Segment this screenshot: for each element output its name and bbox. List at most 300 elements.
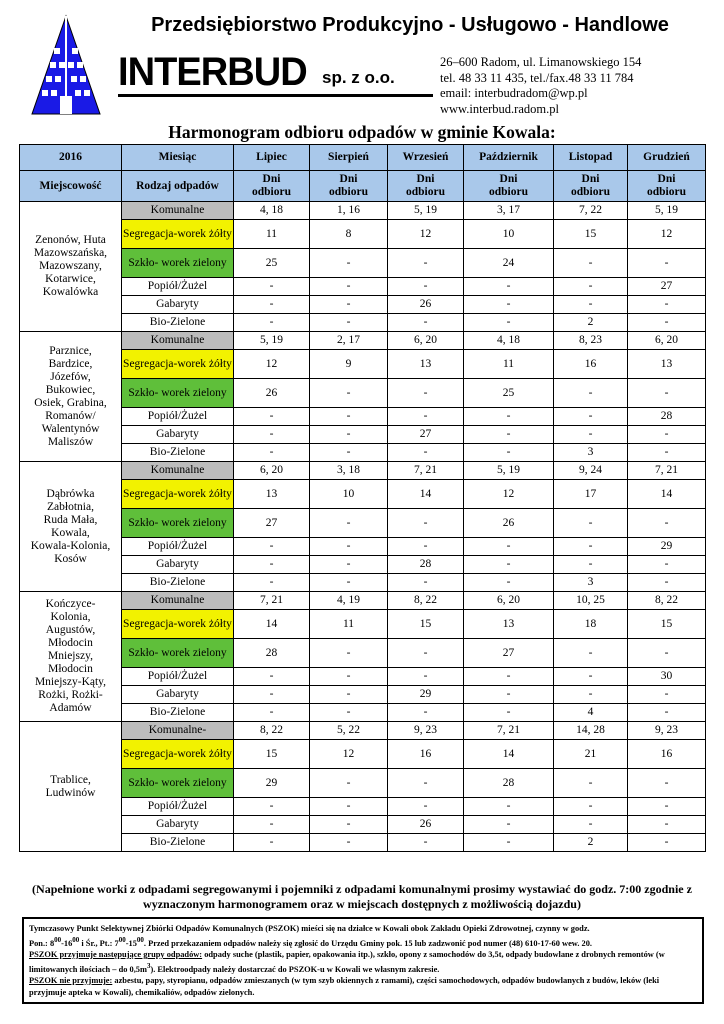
pickup-days-cell: 11 [234, 220, 310, 249]
pickup-days-cell: - [554, 379, 628, 408]
pickup-days-cell: - [310, 379, 388, 408]
pickup-days-cell: 8, 23 [554, 332, 628, 350]
schedule-row [20, 834, 706, 852]
location-line: Kowala, [51, 526, 90, 539]
pickup-days-cell: 25 [464, 379, 554, 408]
pickup-days-cell: 17 [554, 480, 628, 509]
pickup-days-cell: - [628, 509, 706, 538]
location-line: Romanów/ [45, 409, 96, 422]
schedule-row [20, 722, 706, 740]
waste-type-cell: Komunalne [122, 332, 234, 350]
pickup-days-cell: 3 [554, 444, 628, 462]
pickup-days-cell: - [310, 816, 388, 834]
pickup-days-cell: - [310, 769, 388, 798]
pickup-days-cell: - [554, 686, 628, 704]
month-header-cell: Listopad [554, 145, 628, 171]
pickup-days-cell: - [464, 278, 554, 296]
pickup-days-cell: 1, 16 [310, 202, 388, 220]
schedule-row [20, 668, 706, 686]
pickup-days-cell: - [234, 426, 310, 444]
pickup-days-cell: 5, 19 [628, 202, 706, 220]
waste-type-cell: Popiół/Żużel [122, 668, 234, 686]
location-line: Mazowszany, [39, 260, 102, 272]
pickup-days-cell: - [628, 834, 706, 852]
waste-type-cell: Bio-Zielone [122, 834, 234, 852]
waste-type-cell: Popiół/Żużel [122, 278, 234, 296]
pickup-days-cell: - [310, 639, 388, 668]
pickup-days-cell: - [628, 798, 706, 816]
pickup-days-cell: 9, 23 [388, 722, 464, 740]
schedule-row [20, 538, 706, 556]
location-line: Trablice, [50, 773, 91, 786]
pickup-days-cell: 7, 21 [464, 722, 554, 740]
waste-type-cell: Komunalne [122, 202, 234, 220]
schedule-row [20, 314, 706, 332]
pickup-days-cell: 12 [388, 220, 464, 249]
location-line: Józefów, [50, 370, 91, 383]
pickup-days-cell: 4, 18 [464, 332, 554, 350]
pickup-days-cell: - [234, 278, 310, 296]
schedule-row [20, 350, 706, 379]
location-line: Młodocin [48, 637, 93, 649]
schedule-row [20, 426, 706, 444]
pickup-days-cell: 28 [388, 556, 464, 574]
pickup-days-cell: - [234, 444, 310, 462]
days-header-cell: Dni odbioru [628, 171, 706, 202]
schedule-row [20, 278, 706, 296]
location-line: Zenonów, Huta [35, 234, 106, 246]
location-line: Parznice, [49, 344, 92, 357]
schedule-row [20, 379, 706, 408]
pszok-not-accepted-text: PSZOK nie przyjmuje: azbestu, papy, styropianu, odpadów zmieszanych (w tym szyb okiennych z ramami), części samochodowych, odpadów budowlanych z budów, leków (leki przyjmuje apteka w Kowali), chemikaliów, odpadów zielonych. [29, 975, 660, 997]
pickup-days-cell: - [310, 408, 388, 426]
pickup-days-cell: 9, 24 [554, 462, 628, 480]
pickup-days-cell: 13 [628, 350, 706, 379]
location-line: Adamów [49, 702, 92, 714]
pickup-days-cell: 15 [388, 610, 464, 639]
location-cell [20, 332, 122, 462]
pickup-days-cell: 26 [388, 816, 464, 834]
pickup-days-cell: 24 [464, 249, 554, 278]
location-cell [20, 462, 122, 592]
pickup-days-cell: - [464, 426, 554, 444]
pickup-days-cell: 12 [464, 480, 554, 509]
pickup-days-cell: 28 [234, 639, 310, 668]
days-header-cell: Dni odbioru [464, 171, 554, 202]
location-line: Kończyce- [45, 598, 96, 610]
pickup-days-cell: - [554, 278, 628, 296]
pickup-days-cell: 6, 20 [388, 332, 464, 350]
contact-block [440, 55, 641, 117]
pickup-days-cell: 14 [628, 480, 706, 509]
pickup-days-cell: - [628, 769, 706, 798]
pickup-days-cell: - [388, 574, 464, 592]
pickup-days-cell: 3, 17 [464, 202, 554, 220]
waste-type-cell: Komunalne [122, 592, 234, 610]
schedule-row [20, 704, 706, 722]
pickup-days-cell: 15 [554, 220, 628, 249]
pickup-days-cell: - [464, 314, 554, 332]
schedule-row [20, 556, 706, 574]
waste-type-cell: Szkło- worek zielony [122, 249, 234, 278]
pickup-days-cell: - [464, 668, 554, 686]
waste-type-cell: Komunalne [122, 462, 234, 480]
waste-type-cell: Szkło- worek zielony [122, 379, 234, 408]
pickup-days-cell: 7, 21 [628, 462, 706, 480]
pickup-days-cell: - [388, 668, 464, 686]
pickup-days-cell: - [310, 556, 388, 574]
pickup-days-cell: - [310, 538, 388, 556]
pickup-days-cell: 2 [554, 834, 628, 852]
pickup-days-cell: - [388, 509, 464, 538]
location-line: Bukowiec, [45, 383, 96, 396]
pickup-days-cell: 14 [234, 610, 310, 639]
days-header-cell: Dni odbioru [388, 171, 464, 202]
pickup-days-cell: 14 [464, 740, 554, 769]
location-line: Rożki, Rożki- [38, 689, 103, 701]
pickup-days-cell: 7, 22 [554, 202, 628, 220]
pickup-days-cell: 27 [628, 278, 706, 296]
waste-type-cell: Gabaryty [122, 426, 234, 444]
waste-type-cell: Komunalne- [122, 722, 234, 740]
waste-type-cell: Popiół/Żużel [122, 538, 234, 556]
pickup-days-cell: 3, 18 [310, 462, 388, 480]
pickup-days-cell: - [310, 704, 388, 722]
waste-type-cell: Segregacja-worek żółty [122, 350, 234, 379]
schedule-row [20, 462, 706, 480]
location-cell [20, 202, 122, 332]
year-cell: 2016 [20, 145, 122, 171]
pickup-days-cell: 7, 21 [388, 462, 464, 480]
location-line: Dąbrówka [46, 487, 95, 500]
schedule-row [20, 639, 706, 668]
location-line: Mniejszy-Kąty, [34, 676, 107, 688]
pickup-days-cell: 14, 28 [554, 722, 628, 740]
pickup-days-cell: 27 [234, 509, 310, 538]
pickup-days-cell: 7, 21 [234, 592, 310, 610]
pickup-days-cell: - [310, 686, 388, 704]
pickup-days-cell: - [388, 278, 464, 296]
pickup-days-cell: - [388, 444, 464, 462]
pickup-days-cell: - [310, 314, 388, 332]
waste-type-cell: Gabaryty [122, 556, 234, 574]
location-header: Miejscowość [20, 171, 122, 202]
pickup-days-cell: 18 [554, 610, 628, 639]
pickup-days-cell: - [554, 769, 628, 798]
pickup-days-cell: - [628, 444, 706, 462]
contact-address: 26–600 Radom, ul. Limanowskiego 154 [440, 55, 642, 69]
pickup-days-cell: - [628, 249, 706, 278]
location-line: Augustów, [45, 624, 96, 636]
pickup-days-cell: - [234, 816, 310, 834]
month-header-cell: Grudzień [628, 145, 706, 171]
pickup-days-cell: 2 [554, 314, 628, 332]
contact-website[interactable]: www.interbud.radom.pl [440, 101, 559, 116]
schedule-row [20, 249, 706, 278]
location-line: Mniejszy, [48, 650, 93, 662]
schedule-row [20, 798, 706, 816]
pickup-days-cell: - [554, 556, 628, 574]
pickup-days-cell: - [554, 509, 628, 538]
pickup-days-cell: - [310, 444, 388, 462]
pickup-days-cell: - [310, 668, 388, 686]
pickup-days-cell: 21 [554, 740, 628, 769]
pickup-days-cell: 15 [628, 610, 706, 639]
pickup-days-cell: - [628, 379, 706, 408]
pickup-days-cell: - [628, 426, 706, 444]
pickup-days-cell: - [234, 686, 310, 704]
pickup-days-cell: - [234, 834, 310, 852]
pickup-days-cell: - [464, 834, 554, 852]
location-cell [20, 592, 122, 722]
company-logo [30, 14, 102, 116]
pickup-days-cell: - [464, 538, 554, 556]
pickup-days-cell: 8 [310, 220, 388, 249]
pickup-days-cell: 12 [310, 740, 388, 769]
pickup-days-cell: - [554, 296, 628, 314]
schedule-row [20, 296, 706, 314]
pickup-days-cell: - [628, 314, 706, 332]
waste-type-cell: Segregacja-worek żółty [122, 220, 234, 249]
pickup-days-cell: - [310, 834, 388, 852]
pickup-days-cell: - [388, 314, 464, 332]
pickup-days-cell: 5, 22 [310, 722, 388, 740]
location-line: Kotarwice, [45, 273, 96, 285]
waste-type-cell: Segregacja-worek żółty [122, 480, 234, 509]
schedule-row [20, 574, 706, 592]
pickup-days-cell: 2, 17 [310, 332, 388, 350]
location-line: Walentynów [41, 422, 100, 435]
pickup-days-cell: - [388, 798, 464, 816]
contact-email[interactable]: email: interbudradom@wp.pl [440, 86, 588, 100]
month-header-cell: Wrzesień [388, 145, 464, 171]
location-line: Kowalówka [42, 286, 99, 298]
pickup-days-cell: 6, 20 [628, 332, 706, 350]
pickup-days-cell: 15 [234, 740, 310, 769]
waste-type-cell: Szkło- worek zielony [122, 639, 234, 668]
schedule-row [20, 610, 706, 639]
pickup-days-cell: 10 [464, 220, 554, 249]
location-line: Ludwinów [45, 786, 96, 799]
pickup-days-cell: 10, 25 [554, 592, 628, 610]
schedule-row [20, 816, 706, 834]
pickup-days-cell: 11 [464, 350, 554, 379]
pickup-days-cell: 10 [310, 480, 388, 509]
pszok-accepted-text: PSZOK przyjmuje następujące grupy odpadów: odpady suche (plastik, papier, opakowania itp.), szkło, opony z samochodów do 3,5t, odpady budowlane z drobnych remontów (w limitowanych ilościach – do $0,5m^3$). Elektroodpady należy dostarczać do PSZOK-u w Kowali we własnym zakresie. [29, 949, 665, 974]
pickup-days-cell: 27 [388, 426, 464, 444]
location-line: Młodocin [48, 663, 93, 675]
waste-type-cell: Gabaryty [122, 686, 234, 704]
month-header-cell: Lipiec [234, 145, 310, 171]
pickup-days-cell: - [388, 639, 464, 668]
location-line: Bardzice, [48, 357, 93, 370]
pickup-days-cell: - [310, 296, 388, 314]
pickup-days-cell: 29 [388, 686, 464, 704]
pickup-days-cell: 5, 19 [234, 332, 310, 350]
pszok-location-text: Tymczasowy Punkt Selektywnej Zbiórki Odpadów Komunalnych (PSZOK) mieści się na działce w Kowali obok Zakładu Opieki Zdrowotnej, czynny w godz. [29, 924, 590, 933]
waste-type-cell: Bio-Zielone [122, 314, 234, 332]
waste-type-cell: Segregacja-worek żółty [122, 610, 234, 639]
schedule-row [20, 480, 706, 509]
pickup-days-cell: - [234, 296, 310, 314]
pickup-days-cell: - [628, 686, 706, 704]
location-line: Kowala-Kolonia, [30, 539, 111, 552]
pickup-days-cell: 4, 18 [234, 202, 310, 220]
pickup-days-cell: - [554, 538, 628, 556]
pickup-days-cell: 8, 22 [628, 592, 706, 610]
schedule-row [20, 740, 706, 769]
pickup-days-cell: - [464, 444, 554, 462]
month-header: Miesiąc [122, 145, 234, 171]
pickup-days-cell: 9, 23 [628, 722, 706, 740]
pickup-days-cell: - [464, 686, 554, 704]
location-line: Kosów [54, 552, 87, 565]
month-header-cell: Październik [464, 145, 554, 171]
pickup-days-cell: - [464, 798, 554, 816]
pickup-days-cell: - [310, 509, 388, 538]
pickup-days-cell: 11 [310, 610, 388, 639]
month-header-cell: Sierpień [310, 145, 388, 171]
collection-note: (Napełnione worki z odpadami segregowanymi i pojemniki z odpadami komunalnymi prosimy wystawiać do godz. 7:00 zgodnie z wyznaczonym harmonogramem oraz w miejscach dostępnych z możliwością dojazdu) [32, 882, 692, 911]
page-title: Harmonogram odbioru odpadów w gminie Kowala: [168, 122, 556, 142]
pickup-days-cell: 3 [554, 574, 628, 592]
pickup-days-cell: - [554, 798, 628, 816]
waste-type-cell: Szkło- worek zielony [122, 509, 234, 538]
pickup-days-cell: - [554, 426, 628, 444]
pickup-days-cell: 13 [464, 610, 554, 639]
pickup-days-cell: 29 [628, 538, 706, 556]
pickup-days-cell: - [388, 769, 464, 798]
waste-type-cell: Bio-Zielone [122, 574, 234, 592]
company-type-line: Przedsiębiorstwo Produkcyjno - Usługowo - Handlowe [151, 14, 669, 36]
pickup-days-cell: 26 [464, 509, 554, 538]
schedule-row [20, 769, 706, 798]
pickup-days-cell: - [554, 668, 628, 686]
days-header-cell: Dni odbioru [554, 171, 628, 202]
pickup-days-cell: 8, 22 [388, 592, 464, 610]
pickup-days-cell: - [554, 249, 628, 278]
pickup-days-cell: - [628, 816, 706, 834]
pickup-days-cell: 5, 19 [464, 462, 554, 480]
pickup-days-cell: 29 [234, 769, 310, 798]
pickup-days-cell: - [388, 538, 464, 556]
pickup-days-cell: - [464, 296, 554, 314]
location-line: Zabłotnia, [47, 500, 94, 513]
pickup-days-cell: - [234, 556, 310, 574]
location-line: Ruda Mała, [43, 513, 98, 526]
schedule-table [19, 144, 706, 852]
pickup-days-cell: - [464, 574, 554, 592]
pickup-days-cell: 12 [234, 350, 310, 379]
pickup-days-cell: 8, 22 [234, 722, 310, 740]
pickup-days-cell: 16 [628, 740, 706, 769]
company-brand-suffix: sp. z o.o. [322, 68, 395, 87]
pickup-days-cell: 30 [628, 668, 706, 686]
waste-type-cell: Gabaryty [122, 816, 234, 834]
pickup-days-cell: - [234, 314, 310, 332]
pickup-days-cell: - [628, 574, 706, 592]
pickup-days-cell: - [234, 798, 310, 816]
pickup-days-cell: - [464, 816, 554, 834]
pickup-days-cell: 16 [388, 740, 464, 769]
pickup-days-cell: 13 [234, 480, 310, 509]
waste-type-header: Rodzaj odpadów [122, 171, 234, 202]
pickup-days-cell: - [310, 249, 388, 278]
pickup-days-cell: 25 [234, 249, 310, 278]
pickup-days-cell: - [388, 249, 464, 278]
pickup-days-cell: - [388, 834, 464, 852]
location-line: Maliszów [47, 435, 94, 448]
pickup-days-cell: 5, 19 [388, 202, 464, 220]
location-cell [20, 722, 122, 852]
schedule-row [20, 202, 706, 220]
contact-phone: tel. 48 33 11 435, tel./fax.48 33 11 784 [440, 70, 634, 85]
pickup-days-cell: 16 [554, 350, 628, 379]
schedule-row [20, 220, 706, 249]
pickup-days-cell: - [554, 408, 628, 426]
pickup-days-cell: 14 [388, 480, 464, 509]
waste-type-cell: Gabaryty [122, 296, 234, 314]
pszok-hours-text: Pon.: $8^{00}-16^{00}$ i Śr., Pt.: $7^{00}-15^{00}$. Przed przekazaniem odpadów należy się zgłosić do Urzędu Gminy pok. 15 lub zadzwonić pod numer (48) 610-17-60 wew. 20. [29, 935, 593, 948]
pickup-days-cell: - [310, 574, 388, 592]
pickup-days-cell: - [388, 704, 464, 722]
pickup-days-cell: 28 [628, 408, 706, 426]
pickup-days-cell: 6, 20 [234, 462, 310, 480]
pickup-days-cell: - [234, 574, 310, 592]
schedule-row [20, 444, 706, 462]
waste-type-cell: Segregacja-worek żółty [122, 740, 234, 769]
pickup-days-cell: 13 [388, 350, 464, 379]
days-header-cell: Dni odbioru [310, 171, 388, 202]
pickup-days-cell: 4 [554, 704, 628, 722]
pickup-days-cell: 28 [464, 769, 554, 798]
waste-type-cell: Bio-Zielone [122, 444, 234, 462]
pickup-days-cell: - [234, 704, 310, 722]
pickup-days-cell: 6, 20 [464, 592, 554, 610]
location-line: Kolonia, [50, 611, 91, 623]
pickup-days-cell: - [234, 538, 310, 556]
pickup-days-cell: 4, 19 [310, 592, 388, 610]
pickup-days-cell: 12 [628, 220, 706, 249]
header-row-sub [20, 171, 706, 202]
location-line: Osiek, Grabina, [34, 396, 107, 409]
pickup-days-cell: - [388, 379, 464, 408]
pickup-days-cell: - [628, 704, 706, 722]
pickup-days-cell: 9 [310, 350, 388, 379]
pickup-days-cell: - [464, 704, 554, 722]
pickup-days-cell: - [310, 426, 388, 444]
pickup-days-cell: - [554, 816, 628, 834]
pickup-days-cell: - [628, 556, 706, 574]
pickup-days-cell: - [628, 639, 706, 668]
schedule-row [20, 408, 706, 426]
location-line: Mazowszańska, [33, 247, 108, 259]
schedule-row [20, 592, 706, 610]
pickup-days-cell: - [234, 408, 310, 426]
waste-type-cell: Bio-Zielone [122, 704, 234, 722]
pickup-days-cell: - [388, 408, 464, 426]
pickup-days-cell: 27 [464, 639, 554, 668]
header-row-months [20, 145, 706, 171]
waste-type-cell: Szkło- worek zielony [122, 769, 234, 798]
pickup-days-cell: - [234, 668, 310, 686]
pickup-days-cell: - [310, 278, 388, 296]
pickup-days-cell: 26 [388, 296, 464, 314]
waste-type-cell: Popiół/Żużel [122, 798, 234, 816]
pickup-days-cell: - [464, 556, 554, 574]
brand-underline [118, 94, 433, 97]
pickup-days-cell: - [554, 639, 628, 668]
